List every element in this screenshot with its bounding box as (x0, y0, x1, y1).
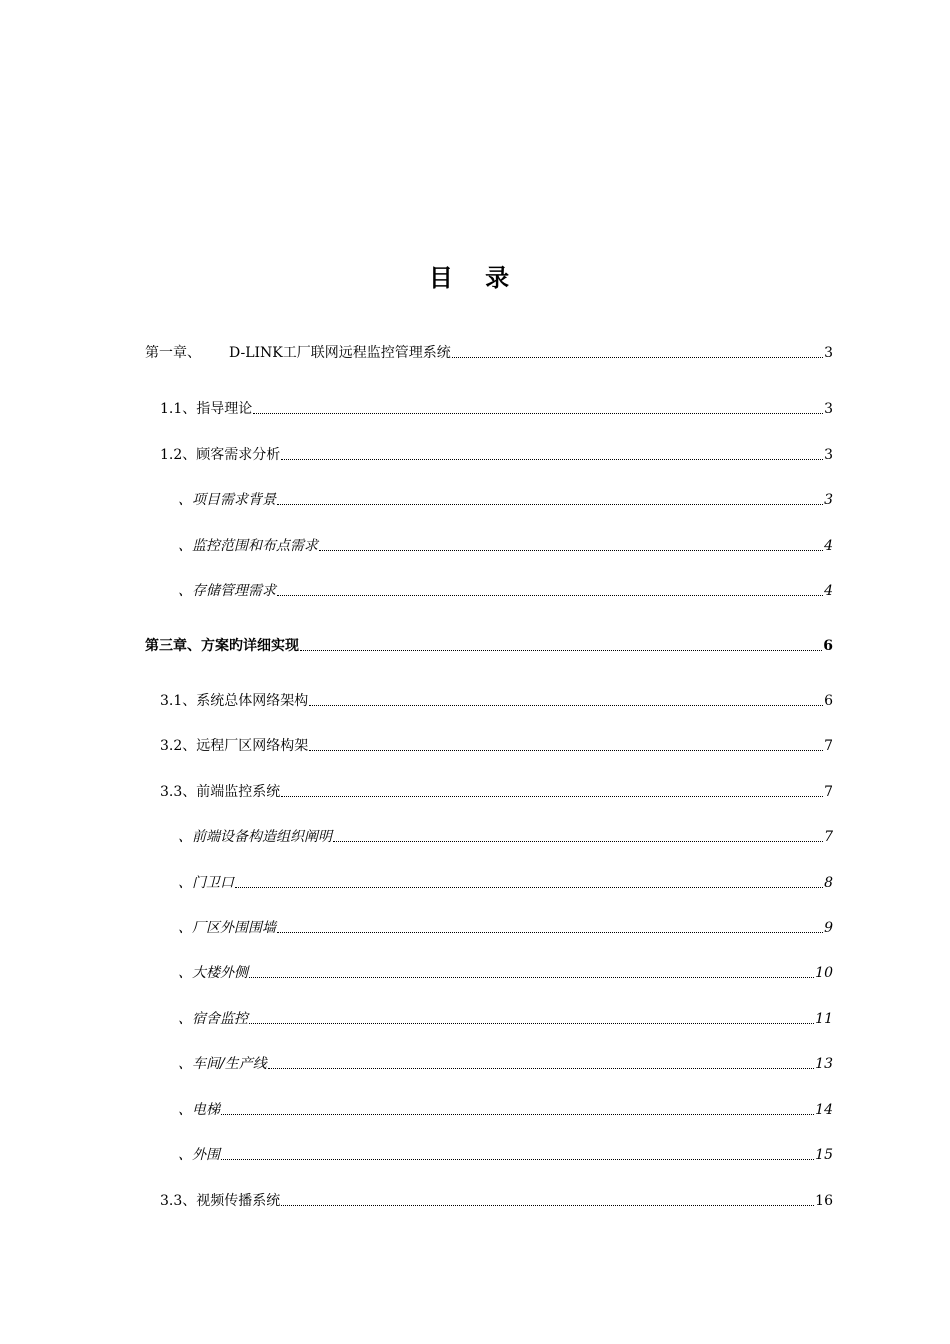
dot-leader (452, 356, 823, 358)
toc-entry-label: 3.3、视频传播系统 (160, 1193, 281, 1209)
dot-leader (309, 749, 823, 751)
toc-entry-label: 1.2、顾客需求分析 (160, 447, 281, 463)
toc-page-number: 14 (815, 1102, 833, 1118)
dot-leader (235, 886, 823, 888)
toc-entry-label: 、大楼外侧 (178, 965, 248, 981)
toc-page-number: 3 (824, 401, 833, 417)
toc-entry[interactable] (178, 960, 833, 982)
toc-entry[interactable] (178, 533, 833, 555)
dot-leader (221, 1158, 814, 1160)
toc-entry-label: 、厂区外围围墙 (178, 920, 276, 936)
toc-page-number: 4 (824, 538, 833, 554)
toc-entry-label: 、门卫口 (178, 875, 234, 891)
toc-entry-label: 、电梯 (178, 1102, 220, 1118)
dot-leader (277, 931, 823, 933)
toc-title: 目 录 (428, 264, 522, 292)
toc-page-number: 10 (815, 965, 833, 981)
dot-leader (221, 1113, 814, 1115)
toc-entry-label: 、项目需求背景 (178, 492, 276, 508)
dot-leader (281, 1204, 814, 1206)
toc-entry[interactable] (145, 340, 833, 362)
toc-entry-label: 3.3、前端监控系统 (160, 784, 281, 800)
dot-leader (249, 976, 814, 978)
toc-entry-label: 、车间/生产线 (178, 1056, 267, 1072)
toc-page-number: 3 (824, 447, 833, 463)
toc-entry[interactable] (178, 487, 833, 509)
dot-leader (281, 795, 823, 797)
toc-page-number: 6 (824, 693, 833, 709)
dot-leader (253, 412, 823, 414)
toc-entry[interactable] (178, 578, 833, 600)
toc-entry[interactable] (160, 396, 833, 418)
toc-entry[interactable] (160, 779, 833, 801)
toc-entry[interactable] (178, 1051, 833, 1073)
toc-page-number: 6 (823, 638, 833, 654)
dot-leader (333, 840, 823, 842)
dot-leader (309, 704, 823, 706)
toc-entry-label: 、存储管理需求 (178, 583, 276, 599)
dot-leader (249, 1022, 814, 1024)
toc-entry[interactable] (178, 824, 833, 846)
dot-leader (300, 649, 822, 651)
toc-page-number: 11 (815, 1011, 833, 1027)
dot-leader (277, 594, 823, 596)
toc-entry[interactable] (178, 870, 833, 892)
toc-entry-label: 、前端设备构造组织阐明 (178, 829, 332, 845)
dot-leader (281, 458, 823, 460)
toc-page-number: 3 (824, 492, 833, 508)
toc-page-number: 3 (824, 345, 833, 361)
toc-entry-label: 3.1、系统总体网络架构 (160, 693, 309, 709)
toc-page-number: 8 (824, 875, 833, 891)
toc-entry[interactable] (145, 633, 833, 655)
toc-entry-label: 1.1、指导理论 (160, 401, 253, 417)
toc-page-number: 7 (824, 738, 833, 754)
toc-page-number: 7 (824, 784, 833, 800)
toc-entry-label: 、宿舍监控 (178, 1011, 248, 1027)
toc-page-number: 7 (824, 829, 833, 845)
toc-entry[interactable] (178, 1006, 833, 1028)
toc-page-number: 16 (815, 1193, 833, 1209)
toc-entry[interactable] (160, 442, 833, 464)
toc-page-number: 13 (815, 1056, 833, 1072)
toc-entry-prefix: 第一章、 (145, 345, 201, 361)
toc-entry-label: D-LINK工厂联网远程监控管理系统 (229, 345, 451, 361)
toc-entry[interactable] (178, 1097, 833, 1119)
dot-leader (268, 1067, 814, 1069)
dot-leader (319, 549, 823, 551)
toc-entry[interactable] (178, 1142, 833, 1164)
toc-entry[interactable] (160, 1188, 833, 1210)
toc-page-number: 9 (824, 920, 833, 936)
toc-entry[interactable] (160, 733, 833, 755)
toc-entry-label: 、外围 (178, 1147, 220, 1163)
dot-leader (277, 503, 823, 505)
toc-page-number: 15 (815, 1147, 833, 1163)
toc-entry-label: 3.2、远程厂区网络构架 (160, 738, 309, 754)
toc-entry-label: 第三章、方案旳详细实现 (145, 638, 299, 654)
toc-entry-label: 、监控范围和布点需求 (178, 538, 318, 554)
toc-page-number: 4 (824, 583, 833, 599)
toc-entry[interactable] (160, 688, 833, 710)
toc-entry[interactable] (178, 915, 833, 937)
